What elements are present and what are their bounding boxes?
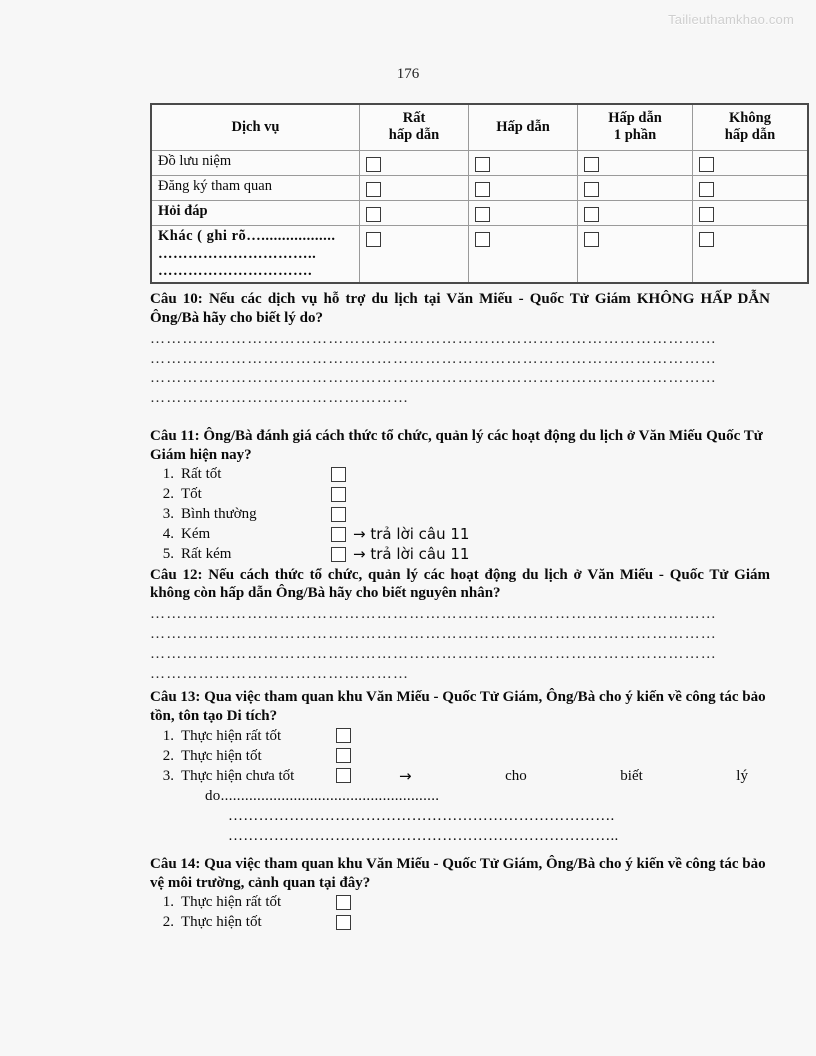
option-label: Thực hiện rất tốt [181,727,282,744]
option-number: 4. [162,526,174,543]
answer-line[interactable]: ………………………………………… [150,390,410,407]
checkbox-cell-attractive[interactable] [469,226,578,284]
services-attractiveness-table [150,103,809,284]
checkbox[interactable] [366,232,381,247]
header-not-attractive-line2: hấp dẫn [724,127,776,144]
option-label: Thực hiện rất tốt [181,894,282,911]
question-13-options [150,726,770,786]
option-number: 3. [162,767,174,784]
service-label: Hỏi đáp [151,201,360,226]
header-very-attractive [360,104,469,151]
option-item[interactable] [150,766,770,786]
question-14 [150,855,770,932]
checkbox[interactable] [584,207,599,222]
option-label: Rất kém [181,546,232,563]
service-label: Đăng ký tham quan [151,176,360,201]
header-not-attractive [693,104,809,151]
option-number: 1. [162,727,174,744]
option-item[interactable] [150,726,770,746]
option-number: 2. [162,747,174,764]
option-label: Kém [181,526,211,543]
option-item[interactable] [150,912,770,932]
question-11-title: Câu 11: Ông/Bà đánh giá cách thức tổ chức, quản lý các hoạt động du lịch ở Văn Miếu Quốc Tử Giám hiện nay? [150,428,763,463]
answer-line[interactable]: …………………………………………………………………………………………… [150,625,717,642]
option-item[interactable] [150,892,770,912]
checkbox-cell-partly-attractive[interactable] [578,151,693,176]
table-row [151,201,808,226]
option-number: 2. [162,914,174,931]
checkbox-cell-very-attractive[interactable] [360,201,469,226]
checkbox[interactable] [584,232,599,247]
table-header-row [151,104,808,151]
checkbox-cell-attractive[interactable] [469,151,578,176]
answer-line[interactable]: ………………………………………… [150,665,410,682]
site-watermark: Tailieuthamkhao.com [668,12,794,27]
table-row [151,151,808,176]
option-label: Thực hiện tốt [181,747,262,764]
checkbox[interactable] [699,207,714,222]
option-number: 5. [162,546,174,563]
checkbox-cell-not-attractive[interactable] [693,151,809,176]
option-label: Tốt [181,486,202,503]
checkbox[interactable] [475,207,490,222]
header-attractive: Hấp dẫn [469,104,578,151]
question-11 [150,427,770,564]
question-13-subline[interactable]: …………………………………………………………………. [228,807,615,824]
tail-word-3: lý [736,767,748,784]
checkbox-cell-not-attractive[interactable] [693,201,809,226]
option-number: 1. [162,466,174,483]
checkbox[interactable] [475,232,490,247]
option-goto: → trả lời câu 11 [353,545,470,564]
document-content [150,103,776,932]
option-item[interactable] [150,485,770,505]
question-11-options [150,465,770,565]
option-goto: → trả lời câu 11 [353,525,470,544]
answer-line[interactable]: …………………………………………………………………………………………… [150,330,717,347]
option-number: 3. [162,506,174,523]
option-item[interactable] [150,525,770,545]
checkbox-cell-attractive[interactable] [469,176,578,201]
option-label: Bình thường [181,506,257,523]
answer-line[interactable]: …………………………………………………………………………………………… [150,350,717,367]
table-row-other [151,226,808,284]
page-number: 176 [396,66,420,82]
option-3-tail [351,766,770,786]
option-item[interactable] [150,465,770,485]
question-12-answer-area[interactable] [150,605,770,685]
option-item[interactable] [150,545,770,565]
question-14-options [150,892,770,932]
answer-line[interactable]: …………………………………………………………………………………………… [150,370,717,387]
checkbox[interactable] [336,728,351,743]
checkbox-cell-partly-attractive[interactable] [578,176,693,201]
option-label: Thực hiện tốt [181,914,262,931]
checkbox[interactable] [699,182,714,197]
option-label: Rất tốt [181,466,222,483]
question-12-title: Câu 12: Nếu cách thức tổ chức, quản lý các hoạt động du lịch ở Văn Miếu - Quốc Tử Giám không còn hấp dẫn Ông/Bà hãy cho biết nguyên nhân? [150,566,770,602]
checkbox-cell-attractive[interactable] [469,201,578,226]
option-number: 1. [162,894,174,911]
checkbox-cell-partly-attractive[interactable] [578,201,693,226]
question-13-subline[interactable]: do...................................................... [205,787,440,804]
checkbox-cell-not-attractive[interactable] [693,226,809,284]
header-service: Dịch vụ [151,104,360,151]
checkbox[interactable] [475,157,490,172]
checkbox[interactable] [336,748,351,763]
checkbox[interactable] [366,207,381,222]
question-10 [150,290,770,409]
checkbox[interactable] [699,232,714,247]
question-10-answer-area[interactable] [150,330,770,410]
checkbox[interactable] [584,157,599,172]
header-very-attractive-line2: hấp dẫn [388,127,440,144]
question-13 [150,688,770,845]
checkbox[interactable] [336,895,351,910]
arrow-icon: → [399,766,412,785]
header-partly-attractive [578,104,693,151]
checkbox-cell-very-attractive[interactable] [360,176,469,201]
service-label-other-text: Khác ( ghi rõ….................. [158,228,336,245]
checkbox[interactable] [366,157,381,172]
service-label-other [151,226,360,284]
checkbox[interactable] [336,768,351,783]
question-10-title: Câu 10: Nếu các dịch vụ hỗ trợ du lịch tại Văn Miếu - Quốc Tử Giám KHÔNG HẤP DẪN Ông/Bà hãy cho biết lý do? [150,291,770,326]
checkbox-cell-very-attractive[interactable] [360,226,469,284]
header-not-attractive-line1: Không [729,110,771,126]
option-item[interactable] [150,505,770,525]
answer-line[interactable]: …………………………………………………………………………………………… [150,645,717,662]
option-number: 2. [162,486,174,503]
option-label: Thực hiện chưa tốt [181,767,295,784]
question-14-title: Câu 14: Qua việc tham quan khu Văn Miếu - Quốc Tử Giám, Ông/Bà cho ý kiến về công tác bảo vệ môi trường, cảnh quan tại đây? [150,855,766,891]
checkbox[interactable] [331,527,346,542]
checkbox[interactable] [331,547,346,562]
header-partly-attractive-line1: Hấp dẫn [608,110,662,126]
question-13-subline[interactable]: ………………………………………………………………….. [228,827,619,844]
checkbox[interactable] [584,182,599,197]
tail-word-2: biết [620,767,643,784]
answer-line[interactable]: …………………………………………………………………………………………… [150,605,717,622]
checkbox[interactable] [366,182,381,197]
question-13-title: Câu 13: Qua việc tham quan khu Văn Miếu - Quốc Tử Giám, Ông/Bà cho ý kiến về công tác bảo tồn, tôn tạo Di tích? [150,689,766,725]
service-other-dotline-2[interactable]: …………………………. [158,263,313,279]
checkbox[interactable] [336,915,351,930]
checkbox-cell-very-attractive[interactable] [360,151,469,176]
question-12 [150,566,770,685]
header-very-attractive-line1: Rất [402,110,426,126]
tail-word-1: cho [505,767,527,784]
service-other-dotline-1[interactable]: ………………………….. [158,245,317,262]
checkbox[interactable] [699,157,714,172]
checkbox[interactable] [331,507,346,522]
header-partly-attractive-line2: 1 phần [613,127,657,144]
service-label: Đồ lưu niệm [151,151,360,176]
table-row [151,176,808,201]
option-item[interactable] [150,746,770,766]
checkbox[interactable] [475,182,490,197]
checkbox[interactable] [331,487,346,502]
checkbox-cell-not-attractive[interactable] [693,176,809,201]
checkbox[interactable] [331,467,346,482]
checkbox-cell-partly-attractive[interactable] [578,226,693,284]
